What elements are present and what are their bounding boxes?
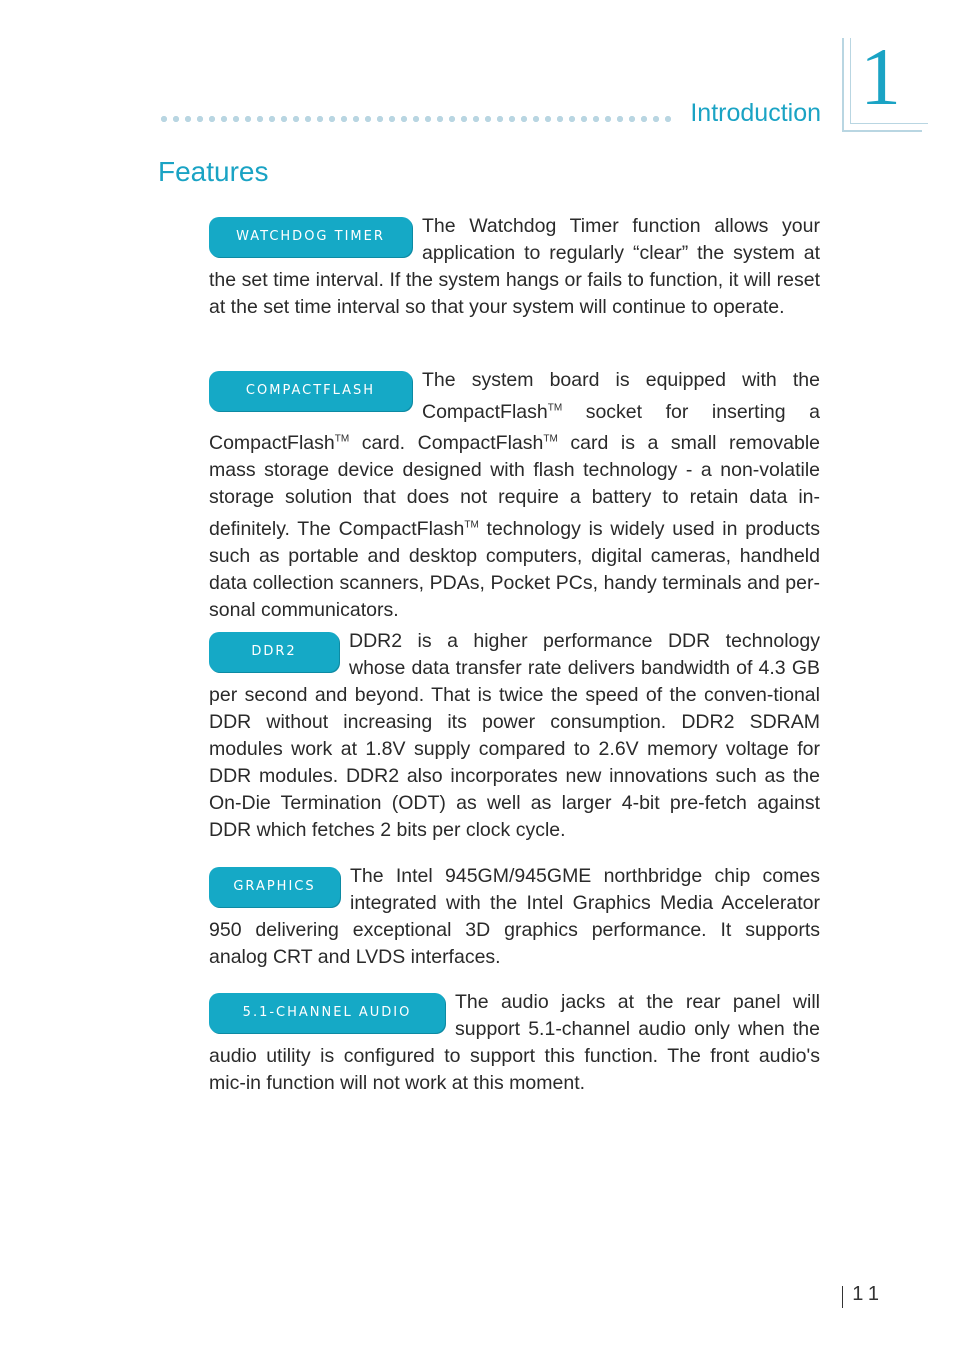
badge-graphics: GRAPHICS (209, 867, 340, 907)
badge-ddr2: DDR2 (209, 632, 339, 672)
page-title: Features (158, 156, 269, 187)
trademark-mark: TM (543, 433, 558, 445)
section-text: The Watchdog Timer function allows your application to regularly “clear” the system at the set time interval. If the system hangs or fails to function, it will reset at the set time interval so that your system will continue to operate. (209, 215, 820, 318)
chapter-label: Introduction (690, 99, 821, 127)
section-text: The audio jacks at the rear panel will support 5.1-channel audio only when the audio utility is configured to support this function. The front audio's mic-in function will not work at this moment. (209, 991, 820, 1094)
badge-watchdog-timer: WATCHDOG TIMER (209, 217, 412, 257)
trademark-mark: TM (547, 402, 563, 413)
section-text: The system board is equipped with the CompactFlash™ socket for inserting a CompactFlash™ card. CompactFlash™ card is a small removable mass storage device designed with flash technology - a non-volatile storage solution that does not require a battery to retain data in-definitely. The CompactFlash™ technology is widely used in products such as portable and desktop computers, digital cameras, handheld data collection scanners, PDAs, Pocket PCs, handy terminals and per-sonal communicators. (209, 369, 821, 621)
badge-compactflash: COMPACTFLASH (209, 371, 412, 411)
chapter-number: 1 (860, 31, 901, 122)
section-text: The Intel 945GM/945GME northbridge chip comes integrated with the Intel Graphics Media Accelerator 950 delivering exceptional 3D graphics performance. It supports analog CRT and LVDS interfaces. (209, 865, 820, 968)
trademark-mark: TM (464, 519, 479, 530)
page-number: 11 (852, 1283, 885, 1305)
header-dotted-rule (158, 115, 674, 123)
section-compactflash (209, 367, 820, 624)
section-audio (209, 989, 820, 1097)
trademark-mark: TM (334, 433, 350, 445)
badge-audio: 5.1-CHANNEL AUDIO (209, 993, 445, 1033)
section-graphics (209, 863, 820, 971)
section-watchdog-timer (209, 213, 820, 321)
section-text: DDR2 is a higher performance DDR technology whose data transfer rate delivers bandwidth of 4.3 GB per second and beyond. That is twice the speed of the conven-tional DDR without increasing its power consumption. DDR2 SDRAM modules work at 1.8V supply compared to 2.6V memory voltage for DDR modules. DDR2 also incorporates new innovations such as the On-Die Termination (ODT) as well as larger 4-bit pre-fetch against DDR which fetches 2 bits per clock cycle. (209, 630, 820, 841)
section-ddr2 (209, 628, 820, 844)
